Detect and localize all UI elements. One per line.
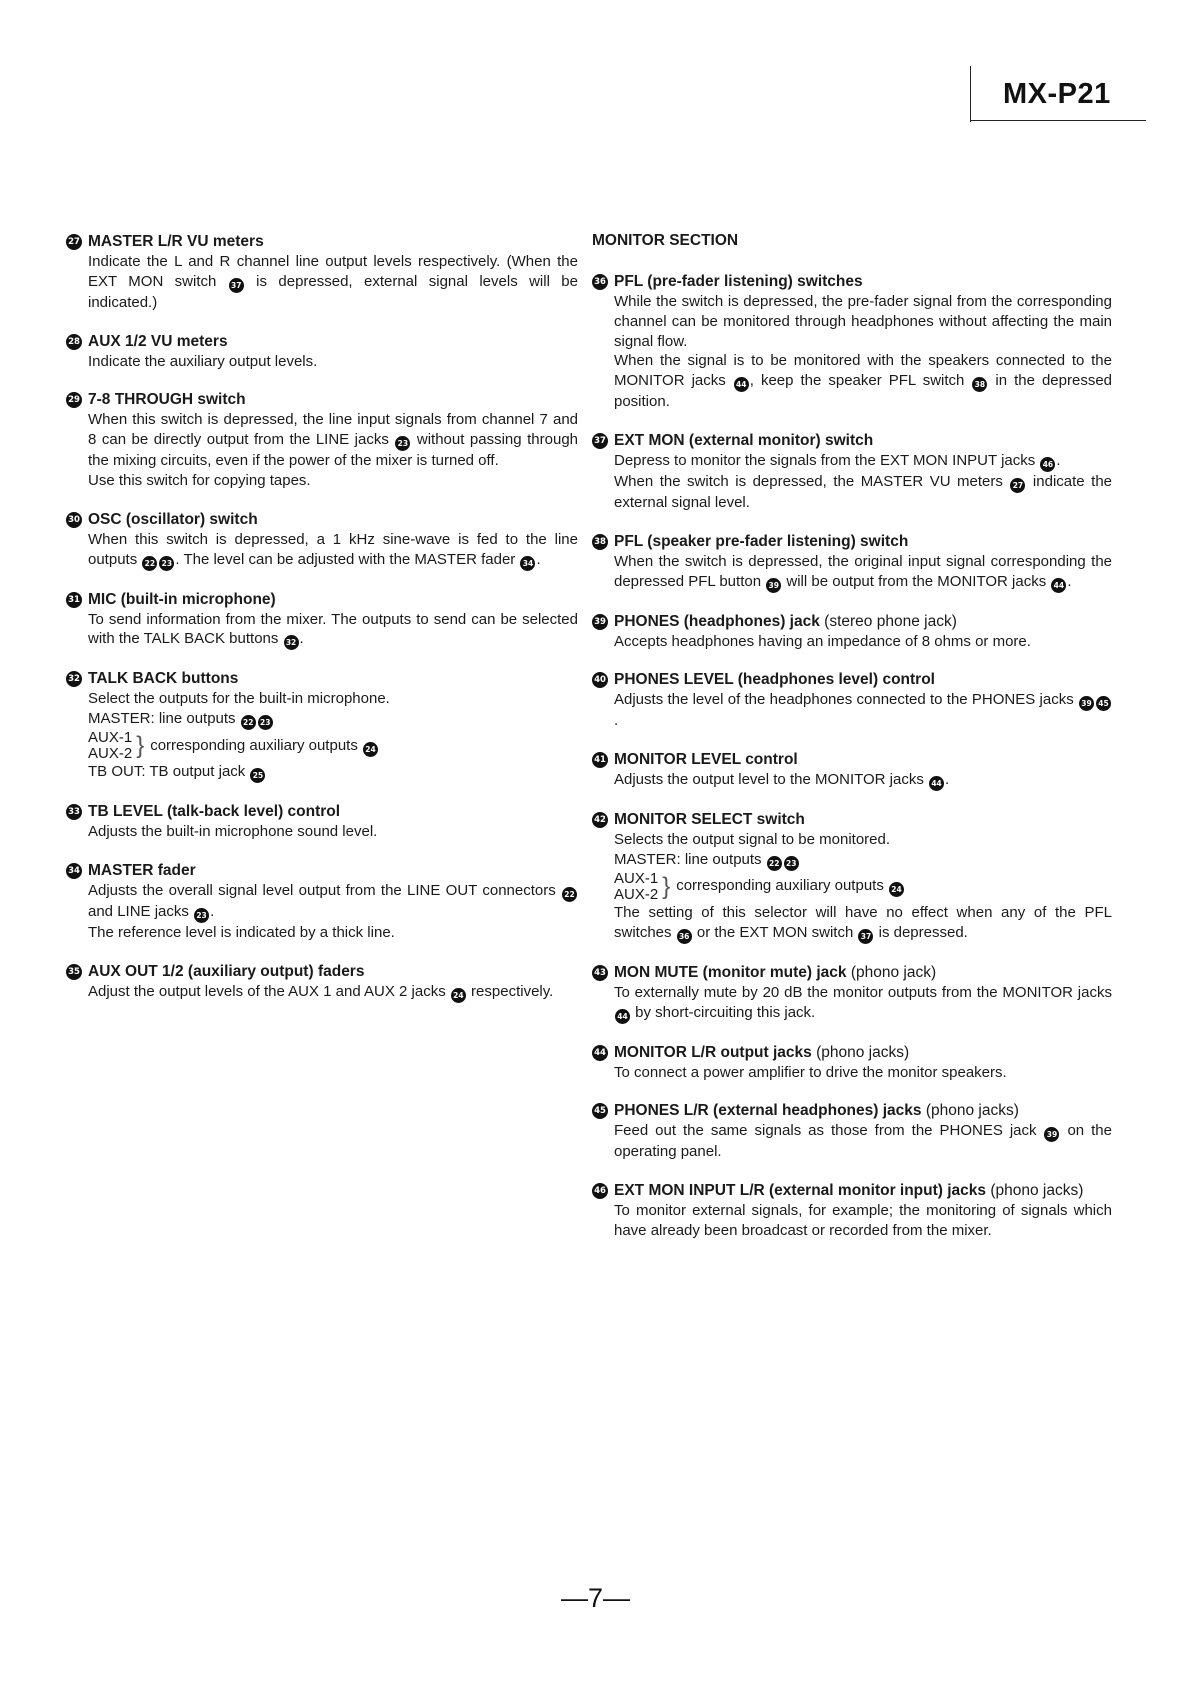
item-number-badge: 46 [592, 1183, 608, 1199]
item-note: (stereo phone jack) [824, 612, 957, 630]
item-title: PHONES L/R (external headphones) jacks [614, 1102, 922, 1120]
reference-number-badge: 23 [395, 436, 410, 451]
item-paragraph: Accepts headphones having an impedance of 8 ohms or more. [614, 632, 1031, 650]
aux-label: AUX-2 [88, 745, 133, 763]
reference-number-badge: 34 [520, 556, 535, 571]
aux-output-group [614, 871, 1112, 903]
item-body [614, 292, 1112, 412]
item-number-badge: 28 [66, 334, 82, 350]
item-number-badge: 42 [592, 812, 608, 828]
item-heading [592, 810, 1112, 830]
aux-labels [88, 730, 132, 762]
item-title: MON MUTE (monitor mute) jack [614, 963, 847, 981]
item-body [88, 982, 578, 1003]
brace-symbol: } [662, 872, 671, 900]
item-title: MONITOR LEVEL control [614, 751, 798, 769]
reference-number-badge: 22 [241, 715, 256, 730]
item-body [614, 451, 1112, 513]
reference-number-badge: 39 [1044, 1127, 1059, 1142]
item-number-badge: 31 [66, 592, 82, 608]
item-heading [592, 670, 1112, 690]
item-heading [592, 272, 1112, 292]
item-body [614, 770, 1112, 791]
item-title: EXT MON INPUT L/R (external monitor input) jacks [614, 1182, 987, 1200]
item-title: OSC (oscillator) switch [88, 510, 258, 528]
item-title: MASTER fader [88, 861, 196, 879]
item-paragraph: Feed out the same signals as those from the PHONES jack 39 on the operating panel. [614, 1122, 1112, 1161]
item-heading [66, 861, 578, 881]
reference-number-badge: 22 [562, 887, 577, 902]
reference-number-badge: 39 [766, 578, 781, 593]
reference-number-badge: 39 [1079, 696, 1094, 711]
reference-number-badge: 32 [284, 635, 299, 650]
item-body [88, 530, 578, 571]
item-paragraph: Adjusts the output level to the MONITOR jacks 44 . [614, 770, 1112, 791]
item-paragraph: To monitor external signals, for example; the monitoring of signals which have already been broadcast or recorded from the mixer. [614, 1202, 1112, 1239]
item-body [614, 632, 1112, 652]
item-paragraph: Depress to monitor the signals from the EXT MON INPUT jacks 46 . [614, 451, 1112, 472]
left-column [66, 232, 578, 1022]
item-heading [592, 431, 1112, 451]
item-paragraph: While the switch is depressed, the pre-fader signal from the corresponding channel can be monitored through headphones without affecting the main signal flow. [614, 293, 1112, 350]
item-title: PHONES (headphones) jack [614, 612, 820, 630]
item-44 [592, 1043, 1112, 1083]
aux-output-group [88, 730, 578, 762]
item-title: TALK BACK buttons [88, 670, 239, 688]
item-heading [592, 1101, 1112, 1121]
reference-number-badge: 37 [858, 929, 873, 944]
section-title-monitor: MONITOR SECTION [592, 232, 739, 249]
item-heading [66, 510, 578, 530]
reference-number-badge: 22 [142, 556, 157, 571]
reference-number-badge: 44 [1051, 578, 1066, 593]
item-body [88, 252, 578, 313]
item-number-badge: 38 [592, 534, 608, 550]
item-heading [66, 802, 578, 822]
item-body [614, 1121, 1112, 1162]
item-title: EXT MON (external monitor) switch [614, 431, 874, 449]
item-title: AUX 1/2 VU meters [88, 332, 228, 350]
item-number-badge: 34 [66, 863, 82, 879]
item-28 [66, 332, 578, 372]
item-body [614, 1201, 1112, 1241]
item-paragraph: When this switch is depressed, a 1 kHz sine-wave is fed to the line outputs 22 23 . The level can be adjusted with the MASTER fader 34 . [88, 530, 578, 571]
item-36 [592, 272, 1112, 412]
item-paragraph: To externally mute by 20 dB the monitor outputs from the MONITOR jacks 44 by short-circuiting this jack. [614, 983, 1112, 1024]
item-43 [592, 963, 1112, 1024]
item-heading [66, 669, 578, 689]
item-number-badge: 30 [66, 512, 82, 528]
item-40 [592, 670, 1112, 731]
item-number-badge: 36 [592, 274, 608, 290]
reference-number-badge: 25 [250, 768, 265, 783]
item-paragraph: To connect a power amplifier to drive the monitor speakers. [614, 1063, 1007, 1081]
item-paragraph: TB OUT: TB output jack 25 [88, 762, 578, 783]
aux-description: corresponding auxiliary outputs 24 [150, 736, 379, 757]
item-paragraph: Use this switch for copying tapes. [88, 471, 311, 489]
item-paragraph: Adjusts the level of the headphones connected to the PHONES jacks 39 45. [614, 690, 1112, 731]
item-paragraph: Adjust the output levels of the AUX 1 and AUX 2 jacks 24 respectively. [88, 982, 578, 1003]
reference-number-badge: 45 [1096, 696, 1111, 711]
item-heading [66, 590, 578, 610]
aux-label: AUX-1 [88, 729, 133, 747]
item-paragraph: When this switch is depressed, the line input signals from channel 7 and 8 can be directly output from the LINE jacks 23 without passing through the mixing circuits, even if the power of the mixer is turned off. [88, 411, 578, 470]
item-37 [592, 431, 1112, 513]
page-number: —7— [560, 1583, 631, 1613]
item-title: AUX OUT 1/2 (auxiliary output) faders [88, 962, 365, 980]
reference-number-badge: 37 [229, 278, 244, 293]
item-body [614, 1063, 1112, 1083]
item-paragraph: Indicate the L and R channel line output levels respectively. (When the EXT MON switch 37 is depressed, external signal levels will be indicated.) [88, 253, 578, 311]
reference-number-badge: 23 [784, 856, 799, 871]
item-number-badge: 43 [592, 965, 608, 981]
item-body [88, 689, 578, 783]
aux-description: corresponding auxiliary outputs 24 [676, 876, 905, 897]
item-note: (phono jacks) [990, 1182, 1084, 1200]
item-note: (phono jack) [850, 963, 937, 981]
item-31 [66, 590, 578, 651]
item-title: PFL (speaker pre-fader listening) switch [614, 532, 909, 550]
item-body [88, 410, 578, 490]
item-paragraph: When the switch is depressed, the original input signal corresponding the depressed PFL button 39 will be output from the MONITOR jacks 44 . [614, 552, 1112, 593]
reference-number-badge: 44 [734, 377, 749, 392]
reference-number-badge: 44 [929, 776, 944, 791]
item-heading [592, 750, 1112, 770]
item-paragraph: The reference level is indicated by a thick line. [88, 923, 395, 941]
reference-number-badge: 23 [159, 556, 174, 571]
item-paragraph: When the signal is to be monitored with the speakers connected to the MONITOR jacks 44 , keep the speaker PFL switch 38 in the depressed position. [614, 352, 1113, 411]
item-heading [66, 962, 578, 982]
brace-symbol: } [136, 732, 145, 760]
item-title: MIC (built-in microphone) [88, 590, 276, 608]
item-heading [66, 232, 578, 252]
item-title: 7-8 THROUGH switch [88, 391, 246, 409]
item-33 [66, 802, 578, 842]
reference-number-badge: 24 [889, 882, 904, 897]
item-number-badge: 27 [66, 234, 82, 250]
item-body [88, 881, 578, 943]
reference-number-badge: 24 [363, 742, 378, 757]
monitor-section-items [592, 272, 1112, 1241]
item-32 [66, 669, 578, 783]
item-46 [592, 1181, 1112, 1241]
item-number-badge: 44 [592, 1045, 608, 1061]
item-title: PHONES LEVEL (headphones level) control [614, 671, 935, 689]
item-27 [66, 232, 578, 313]
aux-labels [614, 871, 658, 903]
model-number: MX-P21 [1003, 78, 1111, 110]
header-divider-horizontal [970, 120, 1146, 121]
item-heading [592, 532, 1112, 552]
item-heading [592, 612, 1112, 632]
reference-number-badge: 23 [258, 715, 273, 730]
item-number-badge: 39 [592, 614, 608, 630]
item-paragraph: To send information from the mixer. The outputs to send can be selected with the TALK BACK buttons 32 . [88, 610, 578, 651]
item-body [88, 822, 578, 842]
reference-number-badge: 24 [451, 988, 466, 1003]
item-paragraph: When the switch is depressed, the MASTER VU meters 27 indicate the external signal level. [614, 472, 1113, 511]
item-title: PFL (pre-fader listening) switches [614, 273, 863, 290]
reference-number-badge: 27 [1010, 478, 1025, 493]
item-number-badge: 35 [66, 964, 82, 980]
item-heading [66, 390, 578, 410]
item-paragraph: The setting of this selector will have no effect when any of the PFL switches 36 or the EXT MON switch 37 is depressed. [614, 903, 1112, 944]
item-45 [592, 1101, 1112, 1162]
item-number-badge: 37 [592, 433, 608, 449]
item-body [614, 983, 1112, 1024]
item-paragraph: Select the outputs for the built-in microphone. [88, 690, 390, 708]
right-column [592, 232, 1112, 1260]
item-title: MONITOR L/R output jacks [614, 1043, 812, 1061]
item-paragraph: MASTER: line outputs 22 23 [614, 850, 1112, 871]
item-body [614, 552, 1112, 593]
item-heading [592, 1181, 1112, 1201]
item-number-badge: 32 [66, 671, 82, 687]
item-body [614, 830, 1112, 944]
item-title: MASTER L/R VU meters [88, 233, 264, 250]
reference-number-badge: 22 [767, 856, 782, 871]
reference-number-badge: 44 [615, 1009, 630, 1024]
item-body [614, 690, 1112, 731]
item-heading [592, 963, 1112, 983]
item-title: MONITOR SELECT switch [614, 811, 805, 829]
item-30 [66, 510, 578, 571]
item-paragraph: Adjusts the built-in microphone sound level. [88, 823, 378, 841]
reference-number-badge: 36 [677, 929, 692, 944]
item-heading [592, 1043, 1112, 1063]
item-29 [66, 390, 578, 490]
reference-number-badge: 38 [972, 377, 987, 392]
item-number-badge: 41 [592, 752, 608, 768]
item-number-badge: 29 [66, 392, 82, 408]
item-paragraph: Adjusts the overall signal level output from the LINE OUT connectors 22 and LINE jacks 23 . [88, 881, 578, 923]
item-body [88, 352, 578, 372]
aux-label: AUX-1 [614, 869, 659, 887]
item-note: (phono jacks) [925, 1102, 1019, 1120]
item-title: TB LEVEL (talk-back level) control [88, 803, 341, 821]
item-paragraph: Selects the output signal to be monitored. [614, 831, 891, 849]
item-note: (phono jacks) [816, 1043, 910, 1061]
item-38 [592, 532, 1112, 593]
item-39 [592, 612, 1112, 652]
item-heading [66, 332, 578, 352]
aux-label: AUX-2 [614, 885, 659, 903]
item-42 [592, 810, 1112, 944]
item-41 [592, 750, 1112, 791]
header-divider-vertical [970, 66, 971, 122]
reference-number-badge: 46 [1040, 457, 1055, 472]
item-paragraph: MASTER: line outputs 22 23 [88, 709, 578, 730]
item-body [88, 610, 578, 651]
item-35 [66, 962, 578, 1003]
reference-number-badge: 23 [194, 908, 209, 923]
item-number-badge: 33 [66, 804, 82, 820]
item-number-badge: 45 [592, 1103, 608, 1119]
item-number-badge: 40 [592, 672, 608, 688]
item-paragraph: Indicate the auxiliary output levels. [88, 352, 318, 370]
item-34 [66, 861, 578, 943]
